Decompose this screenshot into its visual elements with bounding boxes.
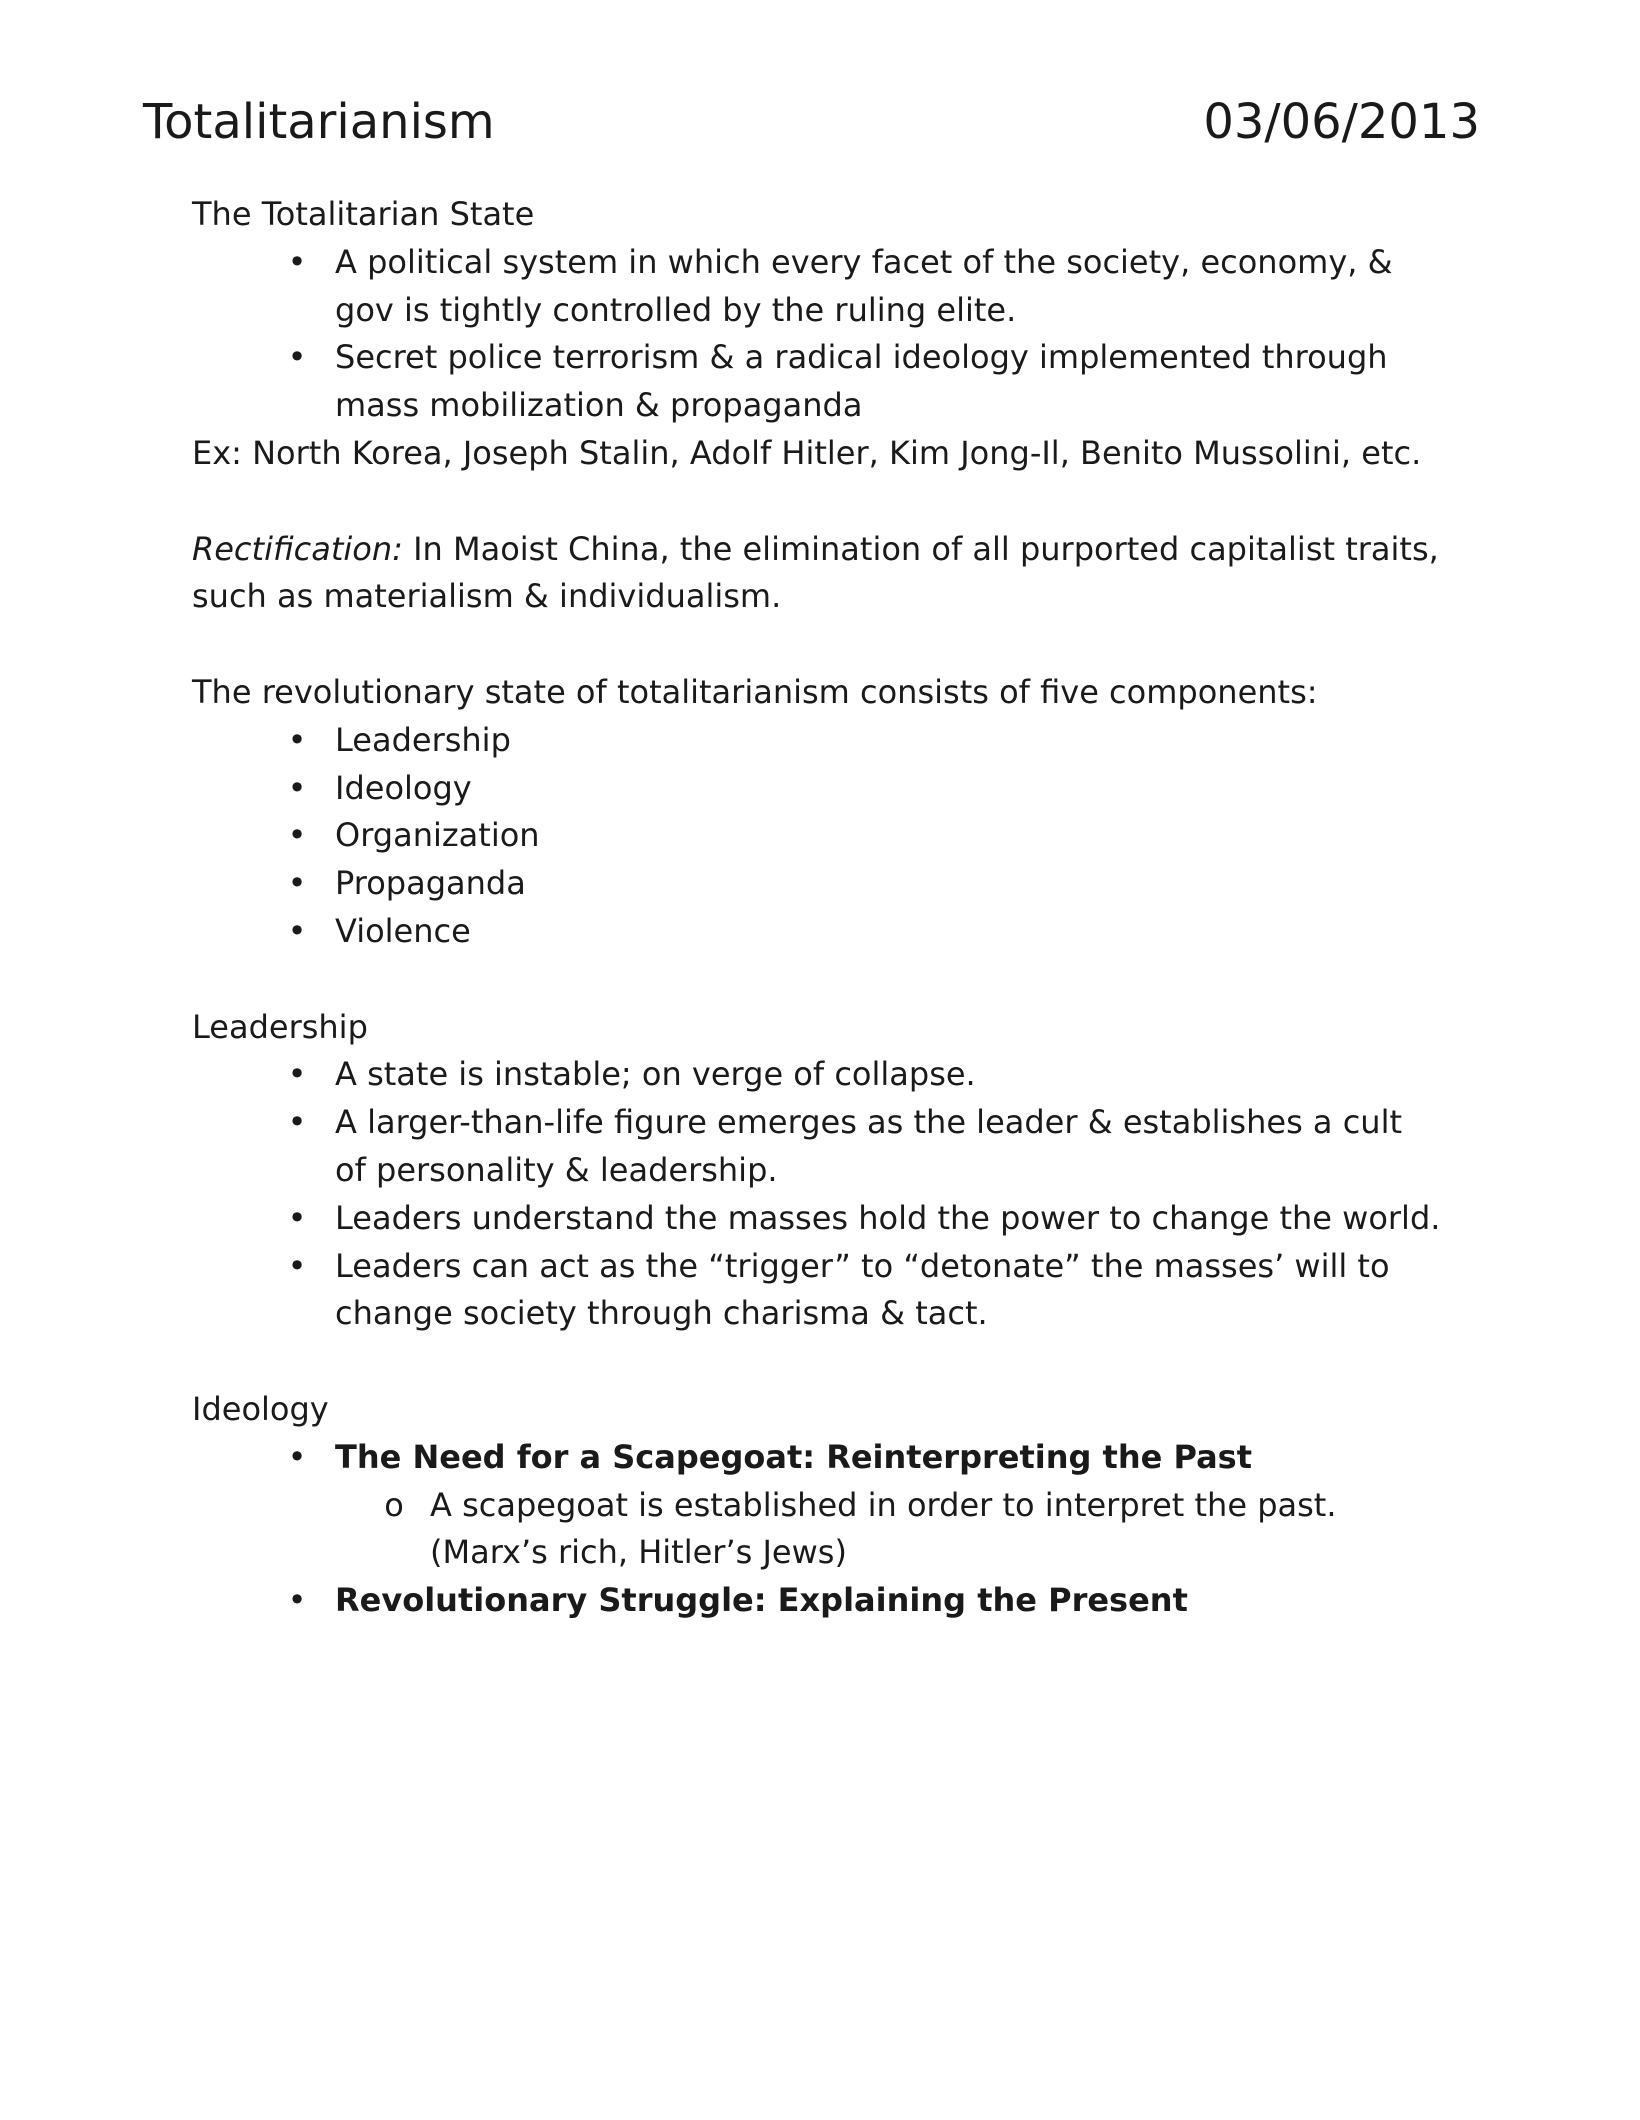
list-item-text: Propaganda <box>335 864 526 903</box>
components-list <box>192 717 1492 956</box>
ideology-topic-title: The Need for a Scapegoat: Reinterpreting the Past <box>335 1437 1252 1476</box>
list-item <box>192 1051 1442 1099</box>
list-item <box>192 812 1442 860</box>
bullet-glyph: • <box>287 1246 307 1285</box>
spacer <box>192 478 1492 526</box>
list-item-text: Leaders understand the masses hold the power to change the world. <box>335 1198 1441 1237</box>
spacer <box>192 956 1492 1004</box>
leadership-list <box>192 1051 1492 1338</box>
list-item <box>192 717 1442 765</box>
bullet-glyph: • <box>287 338 307 377</box>
list-item-text: A political system in which every facet of the society, economy, & gov is tightly controlled by the ruling elite. <box>335 242 1393 329</box>
sub-list-item-text: A scapegoat is established in order to interpret the past. (Marx’s rich, Hitler’s Jews) <box>430 1485 1337 1572</box>
list-item <box>192 1434 1442 1577</box>
components-intro: The revolutionary state of totalitarianism consists of five components: <box>192 672 1318 711</box>
list-item-text: Organization <box>335 816 540 855</box>
list-item <box>192 765 1442 813</box>
list-item <box>192 334 1442 430</box>
bullet-glyph: • <box>287 1437 307 1476</box>
list-item-text: Secret police terrorism & a radical ideology implemented through mass mobilization & propaganda <box>335 338 1388 425</box>
document-title: Totalitarianism <box>143 94 495 150</box>
list-item-text: Leadership <box>335 720 511 759</box>
rectification-definition: In Maoist China, the elimination of all purported capitalist traits, such as materialism & individualism. <box>192 529 1439 616</box>
list-item <box>192 1577 1442 1625</box>
list-item <box>192 239 1442 335</box>
document-body <box>192 191 1492 1625</box>
sub-list-item <box>335 1482 1442 1578</box>
bullet-glyph: • <box>287 720 307 759</box>
bullet-glyph: • <box>287 911 307 950</box>
spacer <box>192 1338 1492 1386</box>
document-header <box>143 92 1480 152</box>
sub-bullet-glyph: o <box>384 1485 404 1524</box>
bullet-glyph: • <box>287 768 307 807</box>
ideology-topic-title: Revolutionary Struggle: Explaining the Present <box>335 1581 1188 1620</box>
list-item <box>192 860 1442 908</box>
rectification-paragraph <box>192 526 1492 622</box>
bullet-glyph: • <box>287 864 307 903</box>
document-date: 03/06/2013 <box>1203 94 1480 150</box>
list-item <box>192 1099 1442 1195</box>
bullet-glyph: • <box>287 1198 307 1237</box>
section-heading-totalitarian-state: The Totalitarian State <box>192 195 535 233</box>
list-item-text: Ideology <box>335 768 472 807</box>
bullet-glyph: • <box>287 1581 307 1620</box>
totalitarian-state-list <box>192 239 1492 430</box>
example-line: Ex: North Korea, Joseph Stalin, Adolf Hitler, Kim Jong-Il, Benito Mussolini, etc. <box>192 433 1422 472</box>
ideology-sub-list <box>335 1482 1442 1578</box>
bullet-glyph: • <box>287 1103 307 1142</box>
list-item-text: Leaders can act as the “trigger” to “detonate” the masses’ will to change society through charisma & tact. <box>335 1246 1390 1333</box>
bullet-glyph: • <box>287 1055 307 1094</box>
list-item <box>192 908 1442 956</box>
bullet-glyph: • <box>287 242 307 281</box>
ideology-list <box>192 1434 1492 1625</box>
list-item-text: A state is instable; on verge of collapse. <box>335 1055 976 1094</box>
spacer <box>192 621 1492 669</box>
bullet-glyph: • <box>287 816 307 855</box>
list-item-text: Violence <box>335 911 471 950</box>
rectification-term: Rectification: <box>192 529 403 568</box>
list-item <box>192 1195 1442 1243</box>
list-item <box>192 1243 1442 1339</box>
section-heading-ideology: Ideology <box>192 1389 329 1428</box>
list-item-text: A larger-than-life figure emerges as the leader & establishes a cult of personality & leadership. <box>335 1103 1402 1189</box>
section-heading-leadership: Leadership <box>192 1007 368 1046</box>
